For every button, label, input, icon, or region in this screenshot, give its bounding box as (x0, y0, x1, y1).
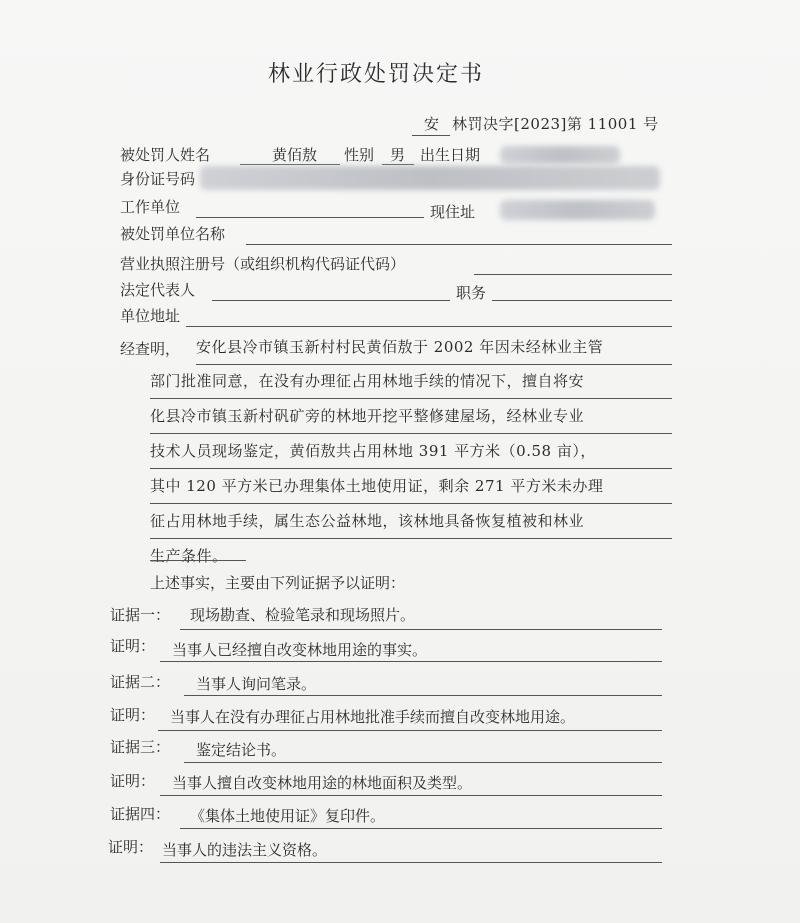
proof-2-label: 证明： (110, 706, 156, 724)
evidence-1-underline (180, 629, 662, 630)
org-address-label: 单位地址 (120, 307, 181, 325)
proof-1-label: 证明： (110, 637, 156, 655)
evidence-4-label: 证据四： (110, 805, 171, 823)
findings-line: 化县冷市镇玉新村矾矿旁的林地开挖平整修建屋场，经林业专业 (150, 399, 672, 434)
proof-1-underline (160, 661, 662, 662)
evidence-4-text: 《集体土地使用证》复印件。 (190, 807, 386, 825)
document-title: 林业行政处罚决定书 (268, 62, 485, 87)
redacted-id-number (200, 166, 660, 190)
evidence-2-underline (184, 695, 662, 696)
findings-line: 生产条件。 (150, 547, 228, 565)
redacted-address (500, 200, 655, 220)
gender-value: 男 (390, 146, 406, 164)
proof-3-text: 当事人擅自改变林地用途的林地面积及类型。 (172, 774, 473, 792)
work-label: 工作单位 (120, 198, 181, 216)
gender-label: 性别 (344, 146, 375, 164)
findings-line: 其中 120 平方米已办理集体土地使用证，剩余 271 平方米未办理 (150, 469, 672, 504)
evidence-1-text: 现场勘查、检验笔录和现场照片。 (190, 606, 416, 624)
license-label: 营业执照注册号（或组织机构代码证代码） (120, 255, 406, 273)
proof-4-underline (160, 862, 662, 863)
duty-underline (492, 300, 672, 301)
name-label: 被处罚人姓名 (120, 146, 211, 164)
proof-1-text: 当事人已经擅自改变林地用途的事实。 (172, 641, 428, 659)
address-label: 现住址 (430, 203, 476, 221)
org-label: 被处罚单位名称 (120, 225, 226, 243)
org-underline (246, 244, 672, 245)
findings-body (150, 364, 672, 573)
evidence-3-label: 证据三： (110, 738, 171, 756)
duty-label: 职务 (456, 284, 487, 302)
rep-underline (212, 300, 450, 301)
redacted-birthdate (500, 146, 620, 164)
name-underline (240, 164, 340, 165)
evidence-3-text: 鉴定结论书。 (196, 741, 287, 759)
findings-label: 经查明， (120, 340, 181, 358)
doc-number: 林罚决字[2023]第 11001 号 (452, 115, 659, 133)
evidence-2-text: 当事人询问笔录。 (196, 675, 317, 693)
evidence-3-underline (184, 762, 662, 763)
proof-3-underline (160, 795, 662, 796)
org-address-underline (186, 326, 672, 327)
evidence-2-label: 证据二： (110, 673, 171, 691)
license-underline (474, 274, 672, 275)
proof-2-text: 当事人在没有办理征占用林地批准手续而擅自改变林地用途。 (170, 708, 576, 726)
findings-line: 安化县冷市镇玉新村村民黄佰敖于 2002 年因未经林业主管 (196, 330, 672, 365)
birth-label: 出生日期 (420, 146, 481, 164)
findings-line: 技术人员现场鉴定，黄佰敖共占用林地 391 平方米（0.58 亩）， (150, 434, 672, 469)
evidence-4-underline (180, 828, 662, 829)
rep-label: 法定代表人 (120, 281, 196, 299)
work-underline (196, 217, 424, 218)
name-value: 黄佰敖 (272, 146, 318, 164)
gender-underline (382, 164, 414, 165)
id-label: 身份证号码 (120, 170, 196, 188)
findings-line: 部门批准同意，在没有办理征占用林地手续的情况下，擅自将安 (150, 364, 672, 399)
doc-number-prefix: 安 (424, 115, 440, 133)
doc-number-underline (412, 135, 450, 136)
findings-first-line (196, 330, 672, 365)
proof-2-underline (158, 730, 662, 731)
evidence-intro: 上述事实，主要由下列证据予以证明： (150, 574, 406, 592)
findings-last-underline (150, 560, 246, 561)
proof-3-label: 证明： (110, 772, 156, 790)
findings-line: 征占用林地手续，属生态公益林地，该林地具备恢复植被和林业 (150, 504, 672, 539)
proof-4-text: 当事人的违法主义资格。 (162, 841, 328, 859)
evidence-1-label: 证据一： (110, 606, 171, 624)
proof-4-label: 证明： (108, 838, 154, 856)
